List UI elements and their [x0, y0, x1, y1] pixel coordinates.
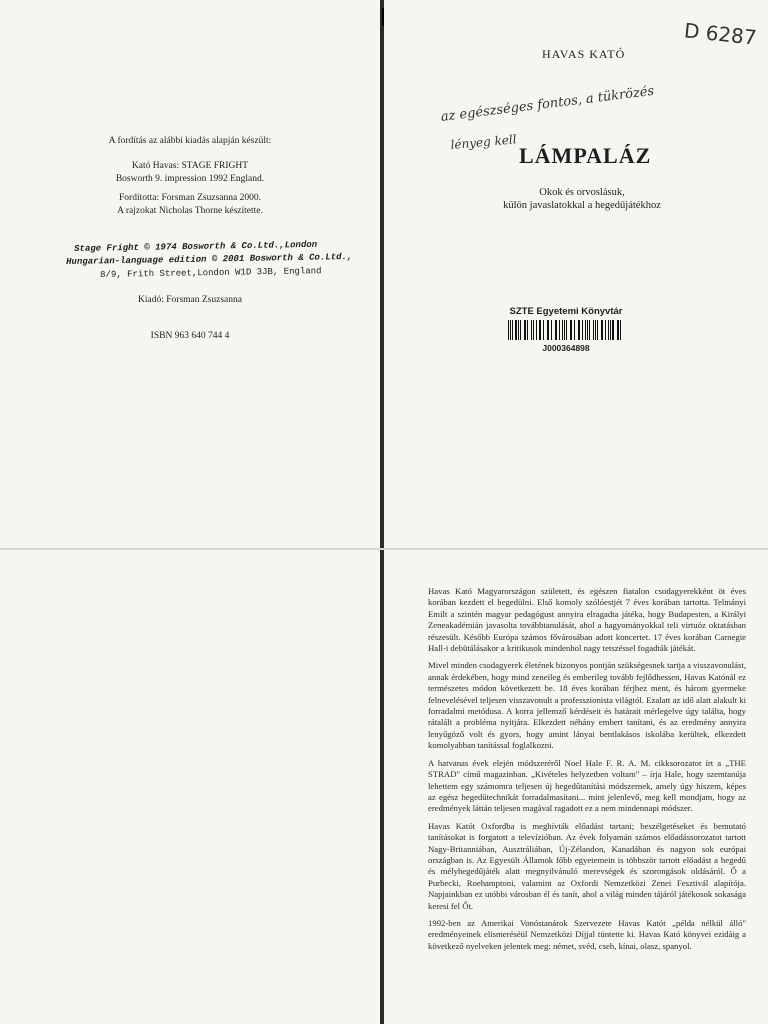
original-publisher: Bosworth 9. impression 1992 England.	[115, 174, 265, 184]
barcode-bar	[533, 320, 534, 340]
barcode-bar	[602, 320, 603, 340]
copyright-line-3: 8/9, Frith Street,London W1D 3JB, England	[100, 266, 322, 280]
barcode-bar	[574, 320, 575, 340]
book-title: LÁMPALÁZ	[519, 143, 652, 168]
barcode-bar	[508, 320, 509, 340]
barcode-bar	[595, 320, 596, 340]
title-page	[384, 0, 768, 548]
barcode-bar	[564, 320, 565, 340]
barcode-number: J000364898	[542, 343, 590, 353]
barcode-bar	[559, 320, 560, 340]
biography-page	[384, 550, 768, 1024]
handwritten-note-line-1: az egészséges fontos, a tükrözés	[440, 83, 655, 125]
barcode-bar	[540, 320, 541, 340]
barcode-bar	[527, 320, 528, 340]
barcode-bar	[543, 320, 544, 340]
library-stamp	[508, 306, 624, 353]
bio-paragraph-3: A hatvanas évek elején módszeréről Noel Hale F. R. A. M. cikksorozatot írt a „THE STRAD" című magazinban. „Kivételes helyzetben voltam" – írja Hale, hogy szemtanúja lehettem egy számomra teljesen új hegedűtanítási módszernek, amely úgy hiszem, képes az egész hegedűtechnikát forradalmasítani... mint jelenlevő, meg kell mondjam, hogy az eredmények láttán teljesen magával ragadott ez a nem mindennapi módszer.	[428, 757, 746, 814]
biography-text	[428, 586, 746, 958]
bio-paragraph-1: Havas Kató Magyarországon született, és egészen fiatalon csodagyerekként öt éves korában kezdett el hegedülni. Első komoly szólóestjét 7 éves korában tartotta. Telmányi Emilt a szintén magyar pedagógust annyira elragadta játéka, hogy Budapesten, a Királyi Zeneakadémián javasolta továbbtanulását, ahol a hagyományokkal teli virtuóz oktatásban részesült. Később Európa számos fővárosában adott koncertet. 17 éves korában Carnegie Hall-i debütálásakor a kritikusok mindenhol nagy tetszéssel fogadták játékát.	[428, 586, 746, 654]
handwritten-note-line-2: lényeg kell	[450, 132, 518, 152]
barcode-bar	[582, 320, 583, 340]
barcode-bar	[620, 320, 621, 340]
publisher-credit: Kiadó: Forsman Zsuzsanna	[138, 295, 242, 305]
barcode-bar	[571, 320, 572, 340]
copyright-line-1: Stage Fright © 1974 Bosworth & Co.Ltd.,London	[74, 239, 318, 254]
barcode-bar	[520, 320, 521, 340]
blank-page	[0, 550, 380, 1024]
colophon-page	[0, 0, 380, 548]
bio-paragraph-2: Mivel minden csodagyerek életének bizonyos pontján szükségesnek tartja a visszavonulást, annak érdekében, hogy mind zeneileg és emberileg tovább fejlődhessen, Havas Katónál ez természetes módon következett be. 18 éves korában férjhez ment, és három gyermeke felnevelésével teljesen visszavonult a professzionista világtól. Ezalatt az idő alatt alakult ki forradalmi metódusa. A korra jellemző kérdéseit és határait mérlegelve úgy találta, hogy rátalált a probléma nyitjára. Elkezdett néhány embert tanítani, és az eredmény annyira lenyűgöző volt és gyors, hogy amint lányai bentlakásos iskolába kerültek, elkezdett komolyabban tanítással foglalkozni.	[428, 660, 746, 751]
bio-paragraph-4: Havas Katót Oxfordba is meghívták előadást tartani; beszélgetéseket és bemutató tanításokat is forgatott a televízióban. Az évek folyamán számos előadássorozatot tartott Nagy-Britanniában, Ausztráliában, Új-Zélandon, Kanadában és nagyon sok európai országban is. Az Egyesült Államok főbb egyetemein is többször tartott előadást a hegedű és mélyhegedűjáték alatt megnyilvánuló merevségek és szorongások oldásáról. Ő a Purbecki, Roehamptoni, valamint az Oxfordi Nemzetközi Zenei Fesztivál alapítója. Napjainkban ez utóbbi városban él és tanít, ahol a világ minden tájáról játékosok sokasága keresi fel Őt.	[428, 820, 746, 911]
barcode-bar	[610, 320, 611, 340]
copyright-line-2: Hungarian-language edition © 2001 Bosworth & Co.Ltd.,	[66, 252, 353, 267]
isbn: ISBN 963 640 744 4	[150, 331, 230, 341]
translator-credit: Fordította: Forsman Zsuzsanna 2000.	[119, 193, 261, 203]
author-name: HAVAS KATÓ	[542, 47, 626, 61]
translation-basis: A fordítás az alábbi kiadás alapján készült:	[108, 136, 272, 146]
original-author-title: Kató Havas: STAGE FRIGHT	[131, 161, 249, 171]
book-subtitle	[462, 186, 702, 212]
subtitle-line-1: Okok és orvoslásuk,	[539, 187, 625, 198]
barcode-graphic	[508, 320, 624, 340]
subtitle-line-2: külön javaslatokkal a hegedűjátékhoz	[503, 200, 661, 211]
barcode-bar	[589, 320, 590, 340]
illustrator-credit: A rajzokat Nicholas Thorne készítette.	[117, 206, 263, 216]
bio-paragraph-5: 1992-ben az Amerikai Vonóstanárok Szervezete Havas Katót „példa nélkül álló" eredményeinek elismeréséül Nemzetközi Díjjal tüntette ki. Havas Kató könyvei ezidáig a következő nyelveken jelentek meg: német, svéd, cseh, kínai, olasz, spanyol.	[428, 917, 746, 951]
barcode-bar	[612, 320, 613, 340]
call-number-handwritten: D 6287	[682, 18, 758, 50]
barcode-bar	[551, 320, 552, 340]
library-label: SZTE Egyetemi Könyvtár	[509, 306, 623, 317]
barcode-bar	[515, 320, 516, 340]
